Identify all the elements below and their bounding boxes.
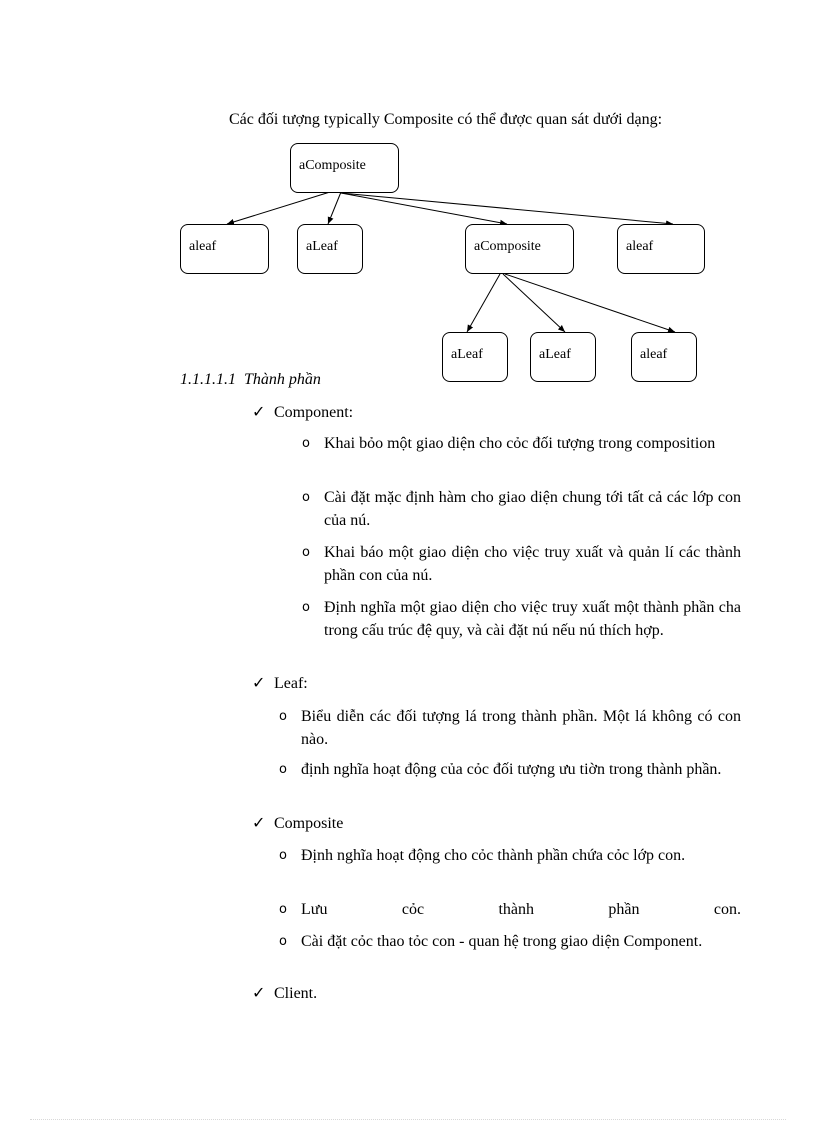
client-label: Client. bbox=[274, 985, 318, 1002]
node-leaf-2: aLeaf bbox=[297, 224, 363, 274]
edge-composite-leafc bbox=[505, 274, 675, 332]
leaf-item-2-text: định nghĩa hoạt động của cỏc đối tượng ưu tiờn trong thành phần. bbox=[301, 761, 722, 778]
node-subleaf-3: aleaf bbox=[631, 332, 697, 382]
node-subleaf-2: aLeaf bbox=[530, 332, 596, 382]
intro-text: Các đối tượng typically Composite có thể được quan sát dưới dạng: bbox=[229, 111, 663, 128]
check-icon: ✓ bbox=[252, 675, 266, 692]
page-bottom-divider bbox=[30, 1119, 786, 1120]
edge-root-leaf1 bbox=[227, 192, 330, 224]
component-item-2-text: Cài đặt mặc định hàm cho giao diện chung tới tất cả các lớp con của nú. bbox=[324, 489, 741, 529]
edge-composite-leafa bbox=[467, 274, 500, 332]
leaf-item-1 bbox=[279, 705, 741, 751]
composite-item-3 bbox=[279, 930, 741, 953]
component-item-1 bbox=[302, 432, 741, 455]
leaf-item-2 bbox=[279, 758, 741, 781]
composite-item-3-text: Cài đặt cỏc thao tỏc con - quan hệ trong giao diện Component. bbox=[301, 933, 703, 950]
word: phần bbox=[608, 901, 640, 918]
word: con. bbox=[713, 901, 741, 918]
check-icon: ✓ bbox=[252, 815, 266, 832]
node-root-composite: aComposite bbox=[290, 143, 399, 193]
component-item-4 bbox=[302, 596, 741, 642]
component-item-3 bbox=[302, 541, 741, 587]
word: cỏc bbox=[401, 901, 425, 918]
component-item-3-text: Khai báo một giao diện cho việc truy xuất và quản lí các thành phần con của nú. bbox=[324, 544, 741, 584]
circle-bullet-icon: o bbox=[302, 490, 310, 505]
node-leaf-4: aleaf bbox=[617, 224, 705, 274]
checklist-client bbox=[252, 983, 317, 1003]
edge-root-leaf4 bbox=[341, 193, 673, 224]
component-item-2 bbox=[302, 486, 741, 532]
component-item-1-text: Khai bỏo một giao diện cho cỏc đối tượng trong composition bbox=[324, 435, 716, 452]
leaf-item-1-text: Biểu diễn các đối tượng lá trong thành phần. Một lá không có con nào. bbox=[301, 708, 741, 748]
check-icon: ✓ bbox=[252, 985, 266, 1002]
composite-item-1 bbox=[279, 844, 741, 867]
circle-bullet-icon: o bbox=[279, 762, 287, 777]
circle-bullet-icon: o bbox=[279, 709, 287, 724]
edge-composite-leafb bbox=[503, 274, 565, 332]
circle-bullet-icon: o bbox=[302, 436, 310, 451]
section-number: 1.1.1.1.1 bbox=[180, 371, 236, 388]
node-subleaf-1: aLeaf bbox=[442, 332, 508, 382]
circle-bullet-icon: o bbox=[279, 902, 287, 917]
node-child-composite: aComposite bbox=[465, 224, 574, 274]
node-leaf-1: aleaf bbox=[180, 224, 269, 274]
section-title: Thành phần bbox=[244, 371, 321, 388]
circle-bullet-icon: o bbox=[302, 545, 310, 560]
circle-bullet-icon: o bbox=[302, 600, 310, 615]
component-item-4-text: Định nghĩa một giao diện cho việc truy xuất một thành phần cha trong cấu trúc đệ quy, và cài đặt nú nếu nú thích hợp. bbox=[324, 599, 741, 639]
component-label: Component: bbox=[274, 404, 354, 421]
edge-root-composite bbox=[341, 193, 507, 224]
composite-diagram bbox=[0, 0, 816, 400]
section-heading bbox=[180, 371, 321, 389]
composite-item-2-text bbox=[301, 898, 741, 921]
circle-bullet-icon: o bbox=[279, 848, 287, 863]
checklist-composite bbox=[252, 813, 343, 833]
composite-item-2 bbox=[279, 898, 741, 921]
checklist-component bbox=[252, 402, 353, 422]
word: Lưu bbox=[301, 901, 328, 918]
composite-item-1-text: Định nghĩa hoạt động cho cỏc thành phần chứa cỏc lớp con. bbox=[301, 847, 686, 864]
check-icon: ✓ bbox=[252, 404, 266, 421]
edge-root-leaf2 bbox=[328, 192, 341, 224]
checklist-leaf bbox=[252, 673, 308, 693]
leaf-label: Leaf: bbox=[274, 675, 308, 692]
circle-bullet-icon: o bbox=[279, 934, 287, 949]
composite-label: Composite bbox=[274, 815, 344, 832]
word: thành bbox=[498, 901, 534, 918]
